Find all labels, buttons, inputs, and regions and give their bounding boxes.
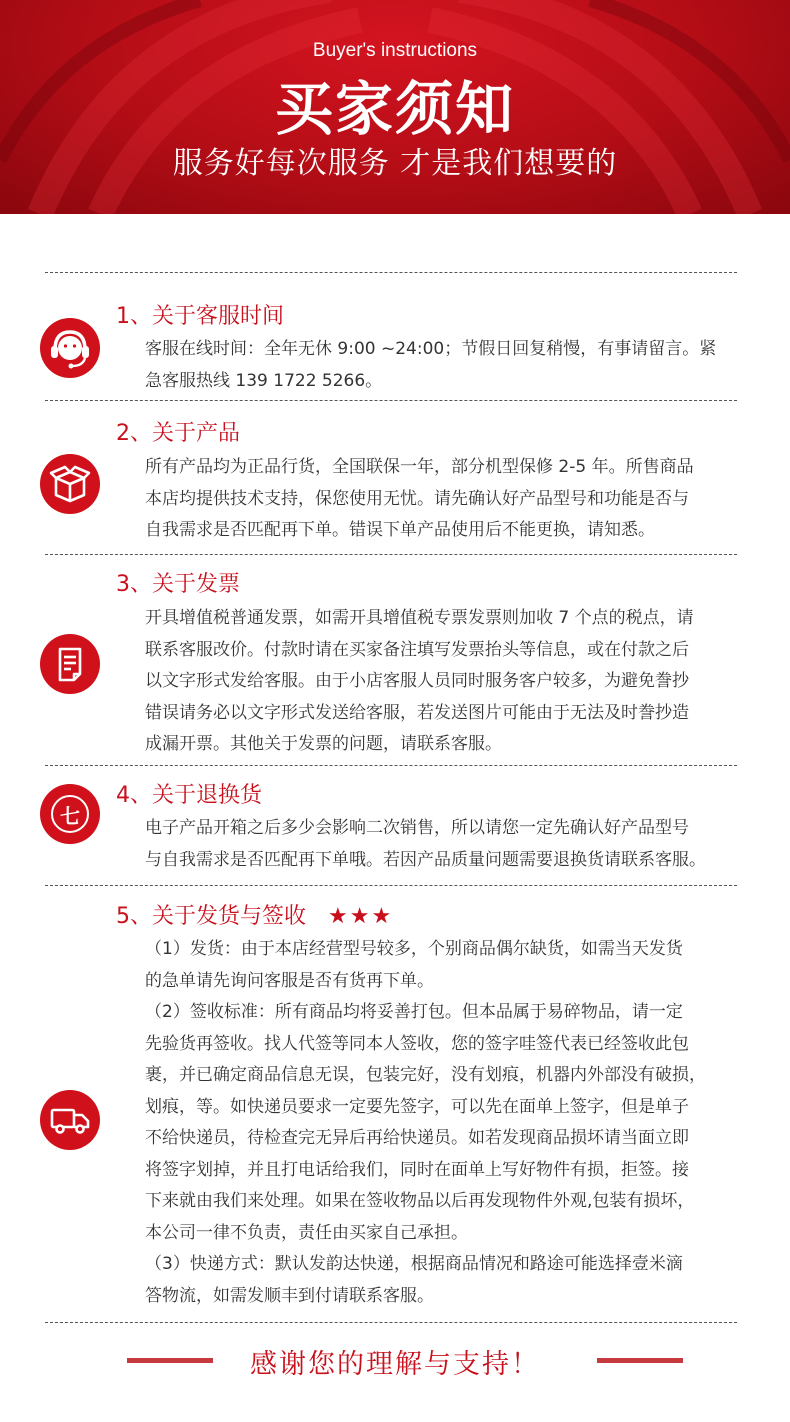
header-banner [0,0,790,214]
seven-day-return-icon [40,784,100,844]
delivery-truck-icon [40,1090,100,1150]
body-line: 自我需求是否匹配再下单。错误下单产品使用后不能更换，请知悉。 [145,520,655,540]
section-title-text: 5、关于发货与签收 [116,904,306,929]
body-line: 先验货再签收。找人代签等同本人签收，您的签字哇签代表已经签收此包 [145,1033,689,1054]
section-body-returns [145,813,735,876]
star-rating-icon: ★★★ [328,904,394,929]
body-line: （2）签收标准：所有商品均将妥善打包。但本品属于易碎物品，请一定 [145,1002,683,1022]
page-title: 买家须知 [274,75,515,143]
return-days-label: 七 [51,795,89,833]
page-subtitle: 服务好每次服务 才是我们想要的 [172,146,618,181]
english-title: Buyer's instructions [312,40,478,61]
section-body-shipping [145,934,735,1312]
body-line: 不给快递员，待检查完无异后再给快递员。如若发现商品损坏请当面立即 [145,1128,689,1148]
invoice-document-icon [40,634,100,694]
section-divider [45,1322,737,1323]
body-line: 急客服热线 139 1722 5266。 [145,370,383,391]
body-line: 本公司一律不负责，责任由买家自己承担。 [145,1222,468,1243]
body-line: 成漏开票。其他关于发票的问题，请联系客服。 [145,734,502,754]
body-line: （3）快递方式：默认发韵达快递，根据商品情况和路途可能选择壹米滴 [145,1254,683,1274]
section-divider [45,272,737,273]
body-line: 答物流，如需发顺丰到付请联系客服。 [145,1285,434,1306]
body-line: 开具增值税普通发票，如需开具增值税专票发票则加收 7 个点的税点，请 [145,608,694,628]
body-line: 以文字形式发给客服。由于小店客服人员同时服务客户较多，为避免誊抄 [145,671,689,691]
footer-thanks: 感谢您的理解与支持！ [250,1349,540,1380]
section-body-service-hours [145,334,735,397]
section-body-products [145,452,735,547]
body-line: 将签字划掉，并且打电话给我们，同时在面单上写好物件有损，拒签。接 [145,1159,689,1180]
body-line: 裹，并已确定商品信息无误，包装完好，没有划痕，机器内外部没有破损， [145,1065,706,1085]
section-title-products: 2、关于产品 [116,421,240,446]
section-title-returns: 4、关于退换货 [116,783,262,808]
body-line: 下来就由我们来处理。如果在签收物品以后再发现物件外观,包装有损坏， [145,1191,695,1211]
section-body-invoice [145,603,735,761]
body-line: 划痕，等。如快递员要求一定要先签字，可以先在面单上签字，但是单子 [145,1096,689,1117]
package-box-icon [40,454,100,514]
section-divider [45,400,737,401]
section-title-service-hours: 1、关于客服时间 [116,304,284,329]
body-line: 本店均提供技术支持，保您使用无忧。请先确认好产品型号和功能是否与 [145,488,689,509]
body-line: （1）发货：由于本店经营型号较多，个别商品偶尔缺货，如需当天发货 [145,939,683,959]
section-divider [45,765,737,766]
body-line: 电子产品开箱之后多少会影响二次销售，所以请您一定先确认好产品型号 [145,818,689,838]
body-line: 所有产品均为正品行货，全国联保一年，部分机型保修 2-5 年。所售商品 [145,457,694,477]
body-line: 客服在线时间：全年无休 9:00 ~24:00；节假日回复稍慢，有事请留言。紧 [145,339,717,359]
body-line: 的急单请先询问客服是否有货再下单。 [145,970,434,991]
section-title-invoice: 3、关于发票 [116,572,240,597]
body-line: 联系客服改价。付款时请在买家备注填写发票抬头等信息，或在付款之后 [145,639,689,660]
section-divider [45,554,737,555]
body-line: 错误请务必以文字形式发送给客服，若发送图片可能由于无法及时誊抄造 [145,702,689,723]
headset-icon [40,318,100,378]
section-divider [45,885,737,886]
section-title-shipping [116,899,393,930]
body-line: 与自我需求是否匹配再下单哦。若因产品质量问题需要退换货请联系客服。 [145,849,706,870]
